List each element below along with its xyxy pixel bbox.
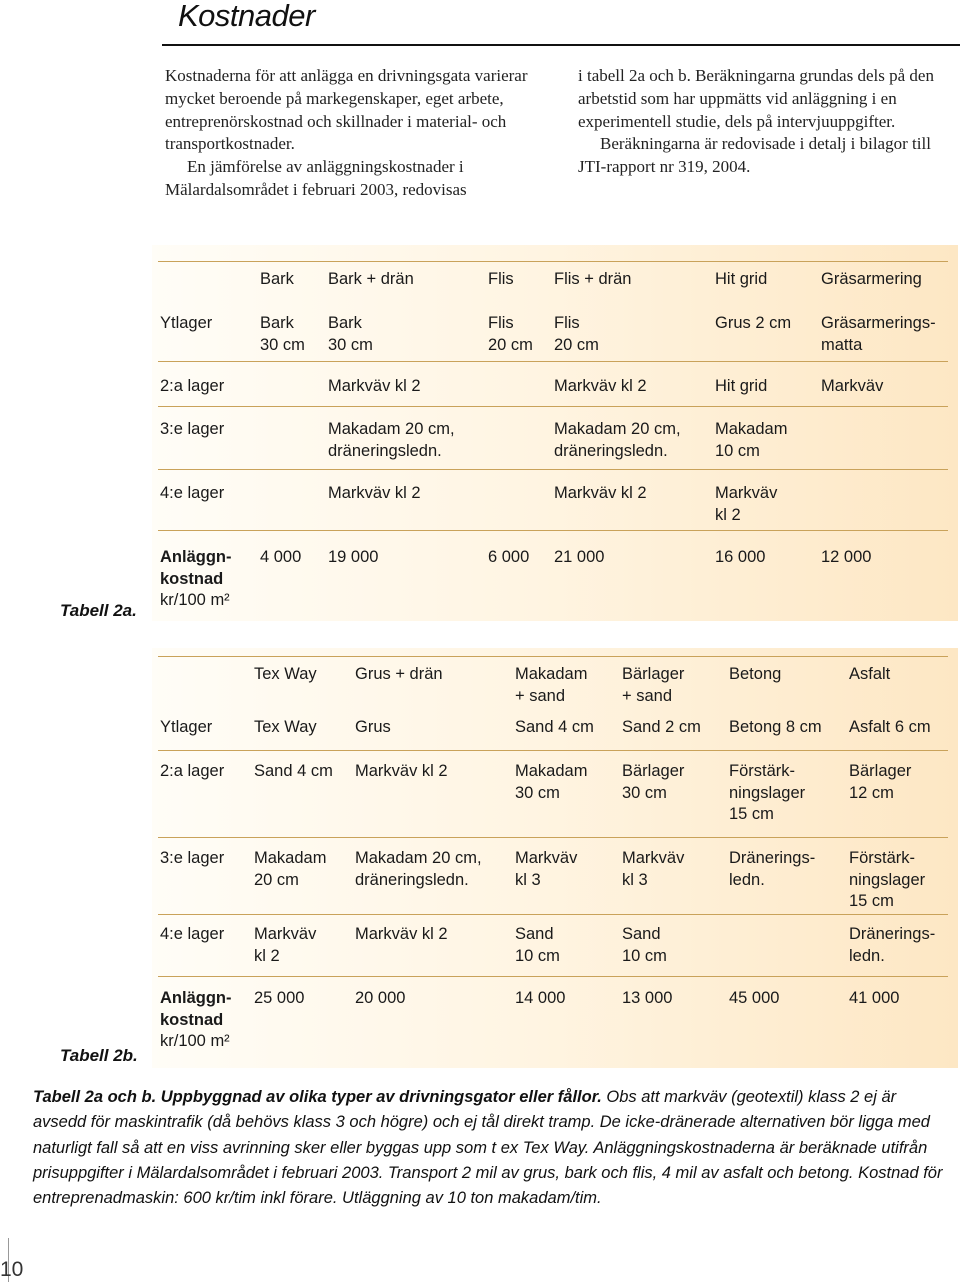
table-2b <box>152 648 958 1068</box>
row-divider <box>158 261 948 262</box>
table-cell: Dränerings- ledn. <box>729 849 816 889</box>
row-divider <box>158 914 948 915</box>
cost-value: 20 000 <box>355 989 406 1007</box>
cost-value: 45 000 <box>729 989 780 1007</box>
cost-value: 21 000 <box>554 548 605 566</box>
table-cell: Sand 4 cm <box>515 718 594 736</box>
table-cell: Markväv kl 2 <box>554 377 647 395</box>
table-cell: Bärlager 12 cm <box>849 762 912 802</box>
intro-paragraph: En jämförelse av anläggningskostnader i Mälardalsområdet i februari 2003, redovisas <box>165 157 467 199</box>
cost-label: Anläggn- kostnad <box>160 548 232 588</box>
table-cell: Förstärk- ningslager 15 cm <box>849 849 926 910</box>
cost-unit: kr/100 m² <box>160 591 230 609</box>
row-divider <box>158 837 948 838</box>
column-header: Asfalt <box>849 665 891 683</box>
row-divider <box>158 976 948 977</box>
cost-value: 25 000 <box>254 989 305 1007</box>
column-header: Flis + drän <box>554 270 632 288</box>
table-cell: Bärlager 30 cm <box>622 762 685 802</box>
table-cell: Asfalt 6 cm <box>849 718 931 736</box>
table-cell: Dränerings- ledn. <box>849 925 936 965</box>
intro-paragraph: Kostnaderna för att anlägga en drivningsgata varierar mycket beroende på markegenskaper, eget arbete, entreprenörskostnad och skillnader i material- och transportkostnader. <box>165 66 528 154</box>
table-cell: Markväv kl 2 <box>254 925 317 965</box>
table-cell: Tex Way <box>254 718 317 736</box>
table-cell: Flis 20 cm <box>488 314 533 354</box>
row-divider <box>158 530 948 531</box>
row-divider <box>158 469 948 470</box>
table-cell: Markväv kl 2 <box>355 925 448 943</box>
cost-value: 12 000 <box>821 548 872 566</box>
table-cell: Makadam 30 cm <box>515 762 588 802</box>
row-label: Ytlager <box>160 314 213 332</box>
table-cell: Markväv kl 2 <box>328 484 421 502</box>
column-header: Hit grid <box>715 270 768 288</box>
column-header: Makadam + sand <box>515 665 588 705</box>
row-divider <box>158 656 948 657</box>
table-cell: Makadam 20 cm, dräneringsledn. <box>355 849 482 889</box>
table-cell: Bark 30 cm <box>328 314 373 354</box>
column-header: Bärlager + sand <box>622 665 685 705</box>
intro-paragraph: i tabell 2a och b. Beräkningarna grundas dels på den arbetstid som har uppmätts vid anläggning i en experimentell studie, dels på intervjuuppgifter. <box>578 66 934 131</box>
intro-left-column <box>165 65 549 202</box>
column-header: Gräsarmering <box>821 270 922 288</box>
row-label: 4:e lager <box>160 925 225 943</box>
table-cell: Makadam 20 cm, dräneringsledn. <box>554 420 681 460</box>
intro-paragraph: Beräkningarna är redovisade i detalj i bilagor till JTI-rapport nr 319, 2004. <box>578 134 931 177</box>
table-cell: Markväv kl 3 <box>515 849 578 889</box>
table-cell: Grus <box>355 718 391 736</box>
cost-value: 14 000 <box>515 989 566 1007</box>
table-cell: Sand 4 cm <box>254 762 333 780</box>
table-cell: Bark 30 cm <box>260 314 305 354</box>
cost-value: 16 000 <box>715 548 766 566</box>
table-cell: Markväv kl 2 <box>554 484 647 502</box>
row-divider <box>158 406 948 407</box>
row-label: 4:e lager <box>160 484 225 502</box>
table-cell: Sand 10 cm <box>515 925 560 965</box>
table-cell: Markväv kl 2 <box>355 762 448 780</box>
table-cell: Förstärk- ningslager 15 cm <box>729 762 806 823</box>
row-divider <box>158 750 948 751</box>
table-cell: Markväv kl 2 <box>328 377 421 395</box>
table-cell: Makadam 20 cm, dräneringsledn. <box>328 420 455 460</box>
column-header: Bark <box>260 270 294 288</box>
cost-label: Anläggn- kostnad <box>160 989 232 1029</box>
table-cell: Sand 2 cm <box>622 718 701 736</box>
row-label: 2:a lager <box>160 377 225 395</box>
column-header: Flis <box>488 270 514 288</box>
cost-unit: kr/100 m² <box>160 1032 230 1050</box>
table-cell: Markväv kl 2 <box>715 484 778 524</box>
column-header: Betong <box>729 665 782 683</box>
table-cell: Sand 10 cm <box>622 925 667 965</box>
table-cell: Flis 20 cm <box>554 314 599 354</box>
table-cell: Markväv kl 3 <box>622 849 685 889</box>
table-label: Tabell 2a. <box>60 601 137 620</box>
column-header: Tex Way <box>254 665 317 683</box>
row-divider <box>158 361 948 362</box>
cost-value: 41 000 <box>849 989 900 1007</box>
caption-body: Obs att markväv (geotextil) klass 2 ej är avsedd för maskintrafik (då behövs klass 3 och högre) och ej tål direkt tramp. De icke-dränerade alternativen bör ligga med naturligt fall så att en viss avrinning sker eller byggas upp som t ex Tex Way. Anläggningskostnaderna är beräknade utifrån prisuppgifter i Mälardalsområdet i februari 2003. Transport 2 mil av grus, bark och flis, 4 mil av asfalt och betong. Kostnad för entreprenadmaskin: 600 kr/tim inkl förare. Utläggning av 10 ton makadam/tim. <box>33 1088 943 1208</box>
table-cell: Hit grid <box>715 377 768 395</box>
table-cell: Makadam 10 cm <box>715 420 788 460</box>
cost-value: 4 000 <box>260 548 302 566</box>
page-title: Kostnader <box>178 0 315 33</box>
table-cell: Betong 8 cm <box>729 718 822 736</box>
title-rule <box>162 44 960 46</box>
row-label: Ytlager <box>160 718 213 736</box>
intro-right-column <box>578 65 953 179</box>
cost-value: 13 000 <box>622 989 673 1007</box>
column-header: Bark + drän <box>328 270 414 288</box>
table-cell: Gräsarmerings- matta <box>821 314 936 354</box>
table-2a <box>152 245 958 621</box>
table-cell: Markväv <box>821 377 884 395</box>
table-caption <box>33 1085 953 1211</box>
row-label: 3:e lager <box>160 849 225 867</box>
column-header: Grus + drän <box>355 665 443 683</box>
caption-lead: Tabell 2a och b. Uppbyggnad av olika typer av drivningsgator eller fållor. <box>33 1088 602 1106</box>
row-label: 3:e lager <box>160 420 225 438</box>
table-cell: Grus 2 cm <box>715 314 792 332</box>
table-cell: Makadam 20 cm <box>254 849 327 889</box>
table-label: Tabell 2b. <box>60 1046 138 1065</box>
cost-value: 19 000 <box>328 548 379 566</box>
row-label: 2:a lager <box>160 762 225 780</box>
page-number: 10 <box>0 1258 24 1281</box>
cost-value: 6 000 <box>488 548 530 566</box>
